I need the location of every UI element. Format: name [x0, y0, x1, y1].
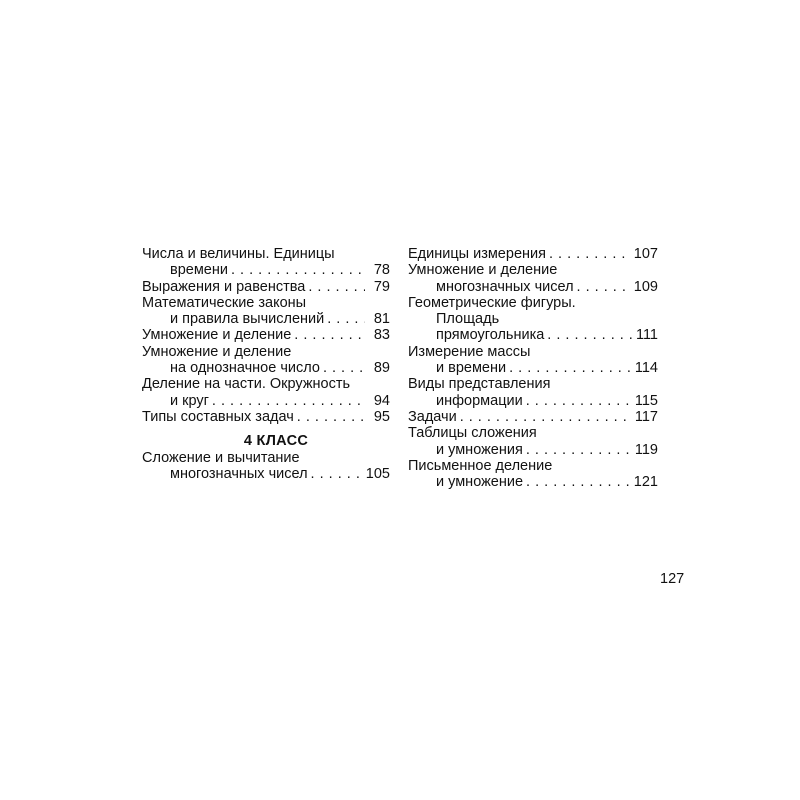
toc-entry-title: и умножения — [436, 441, 523, 458]
toc-entry-title: и умножение — [436, 474, 524, 491]
toc-entry — [142, 295, 390, 328]
leader-dots — [294, 327, 365, 343]
toc-entry — [142, 376, 390, 409]
toc-entry-title: Таблицы сложения — [408, 425, 537, 442]
toc-entry-title: на однозначное число — [170, 360, 320, 377]
toc-entry-title: Сложение и вычитание — [142, 449, 300, 466]
toc-entry-title: Выражения и равенства — [142, 278, 306, 295]
toc-page-number: 95 — [373, 408, 390, 425]
leader-dots — [509, 360, 632, 376]
toc-right-column — [408, 246, 658, 490]
toc-entry — [142, 450, 390, 483]
toc-entry-title: Умножение и деление — [142, 327, 292, 344]
leader-dots — [526, 474, 631, 490]
leader-dots — [297, 409, 365, 425]
toc-entry-title: Умножение и деление — [408, 262, 558, 279]
leader-dots — [547, 327, 633, 343]
toc-page-number: 81 — [373, 311, 390, 328]
toc-page-number: 89 — [373, 360, 390, 377]
toc-page-number: 115 — [634, 392, 658, 409]
toc-entry-title: Деление на части. Окружность — [142, 376, 351, 393]
toc-page-number: 79 — [373, 278, 390, 295]
toc-entry-title: Числа и величины. Единицы — [142, 246, 335, 262]
toc-entry-title: Умножение и деление — [142, 343, 292, 360]
toc-left-column — [142, 246, 390, 482]
toc-entry-title: Виды представления — [408, 376, 551, 393]
leader-dots — [549, 246, 631, 262]
toc-entry-title: Площадь — [436, 311, 500, 328]
toc-entry-title: многозначных чисел — [170, 465, 308, 482]
toc-entry — [408, 425, 658, 458]
toc-page-number: 117 — [634, 408, 658, 425]
leader-dots — [311, 466, 363, 482]
leader-dots — [212, 393, 365, 409]
leader-dots — [327, 311, 365, 327]
toc-page-number: 105 — [365, 465, 390, 482]
toc-entry — [408, 295, 658, 344]
toc-entry — [408, 376, 658, 409]
leader-dots — [231, 262, 365, 278]
toc-page-number: 114 — [634, 360, 658, 377]
toc-page-number: 94 — [373, 392, 390, 409]
toc-entry — [142, 246, 390, 279]
toc-page-number: 78 — [373, 262, 390, 279]
toc-entry — [142, 327, 390, 343]
toc-page-number: 119 — [634, 441, 658, 458]
toc-entry — [408, 409, 658, 425]
toc-entry-title: Письменное деление — [408, 457, 553, 474]
toc-entry-title: Задачи — [408, 408, 457, 425]
toc-page-number: 107 — [633, 246, 658, 262]
toc-page-number: 83 — [373, 327, 390, 344]
leader-dots — [577, 279, 631, 295]
toc-page-number: 109 — [633, 278, 658, 295]
toc-page-number: 111 — [635, 327, 658, 344]
leader-dots — [308, 279, 365, 295]
toc-entry-title: многозначных чисел — [436, 278, 574, 295]
toc-entry — [408, 344, 658, 377]
leader-dots — [526, 442, 632, 458]
leader-dots — [323, 360, 365, 376]
toc-entry-title: Геометрические фигуры. — [408, 294, 576, 311]
toc-entry-title: и времени — [436, 360, 507, 377]
toc-entry-title: Измерение массы — [408, 343, 531, 360]
toc-entry-title: Типы составных задач — [142, 408, 294, 425]
toc-page-number: 121 — [633, 474, 658, 491]
leader-dots — [460, 409, 632, 425]
toc-entry-title: времени — [170, 262, 228, 279]
toc-entry-title: прямоугольника — [436, 327, 545, 344]
section-heading: 4 КЛАСС — [243, 433, 309, 450]
toc-entry-title: Единицы измерения — [408, 246, 546, 262]
toc-entry-title: информации — [436, 392, 523, 409]
toc-entry — [142, 279, 390, 295]
toc-entry — [142, 344, 390, 377]
page-number: 127 — [660, 571, 685, 587]
toc-entry — [408, 458, 658, 491]
toc-entry-title: и правила вычислений — [170, 311, 325, 328]
toc-entry — [408, 262, 658, 295]
toc-entry-title: Математические законы — [142, 294, 307, 311]
toc-entry-title: и круг — [170, 392, 209, 409]
toc-entry — [142, 409, 390, 425]
leader-dots — [526, 393, 632, 409]
toc-entry — [408, 246, 658, 262]
